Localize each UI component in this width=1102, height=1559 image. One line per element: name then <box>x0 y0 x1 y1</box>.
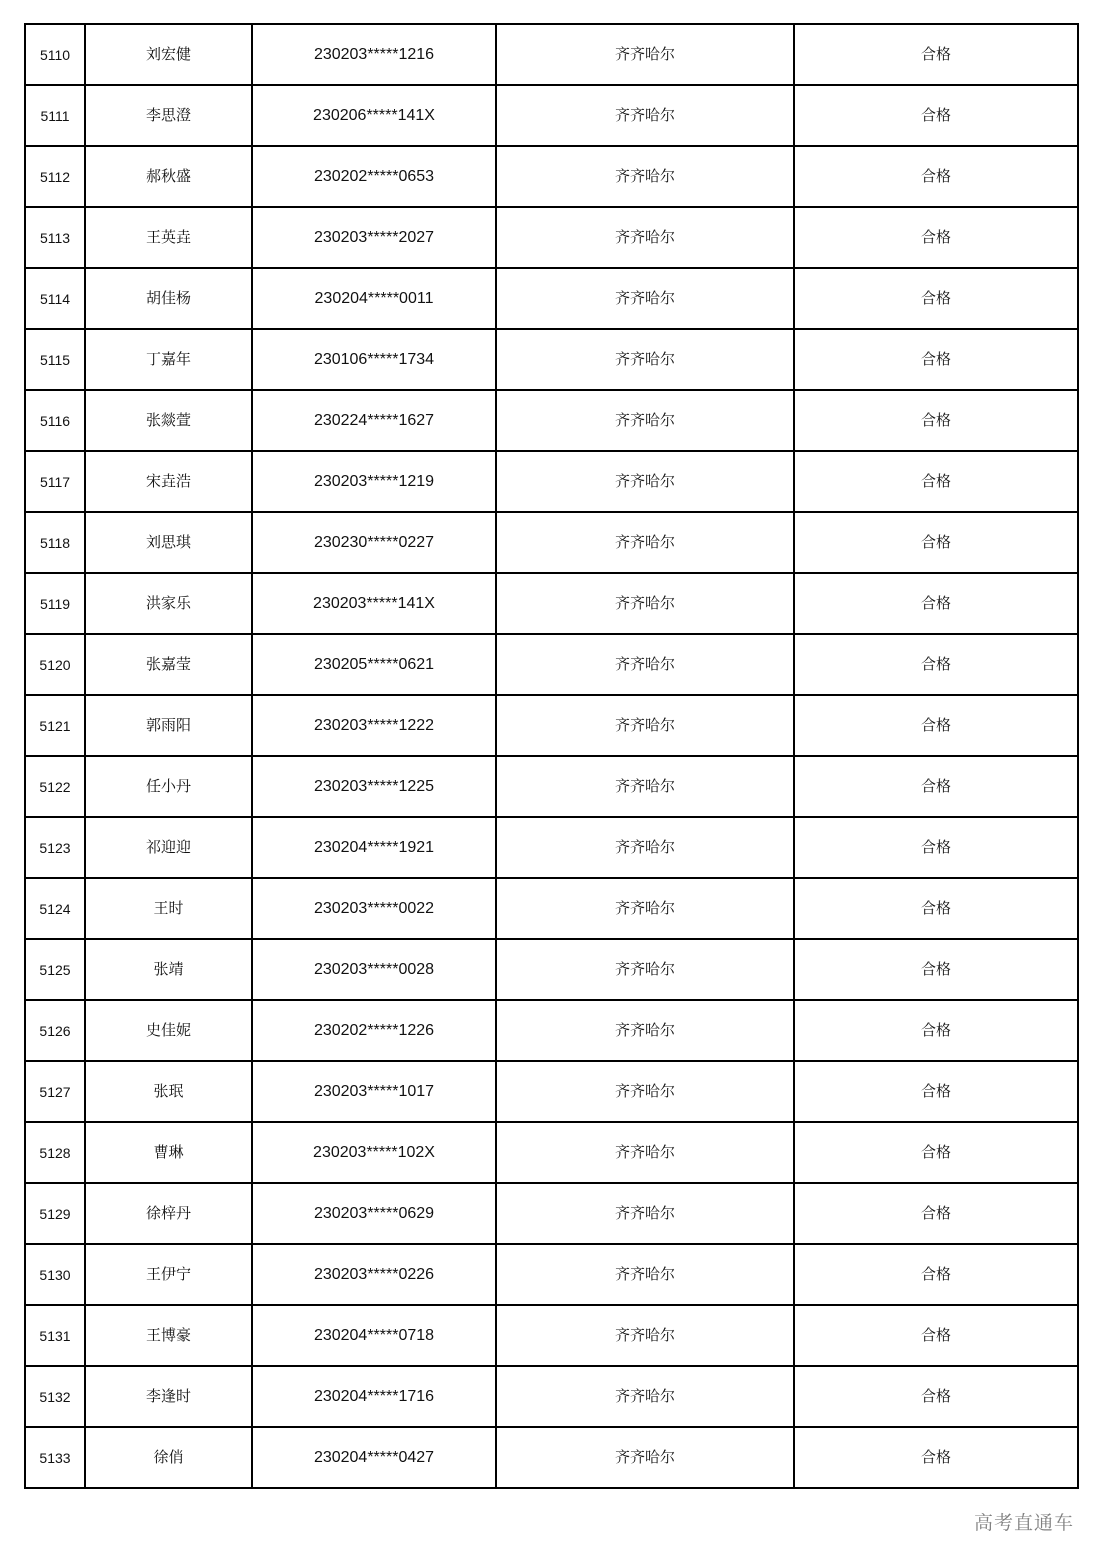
result-cell: 合格 <box>794 878 1078 939</box>
table-row <box>25 85 1078 146</box>
name-cell: 刘思琪 <box>85 512 252 573</box>
row-number-cell: 5129 <box>25 1183 85 1244</box>
name-cell: 徐梓丹 <box>85 1183 252 1244</box>
result-cell: 合格 <box>794 573 1078 634</box>
roster-table <box>24 23 1079 1489</box>
city-cell: 齐齐哈尔 <box>496 85 794 146</box>
table-row <box>25 695 1078 756</box>
name-cell: 丁嘉年 <box>85 329 252 390</box>
name-cell: 王博豪 <box>85 1305 252 1366</box>
city-cell: 齐齐哈尔 <box>496 939 794 1000</box>
id-number-cell: 230203*****0022 <box>252 878 496 939</box>
name-cell: 张靖 <box>85 939 252 1000</box>
result-cell: 合格 <box>794 1183 1078 1244</box>
row-number-cell: 5122 <box>25 756 85 817</box>
table-row <box>25 24 1078 85</box>
name-cell: 曹琳 <box>85 1122 252 1183</box>
table-row <box>25 1000 1078 1061</box>
result-cell: 合格 <box>794 512 1078 573</box>
name-cell: 胡佳杨 <box>85 268 252 329</box>
result-cell: 合格 <box>794 1061 1078 1122</box>
table-row <box>25 1244 1078 1305</box>
name-cell: 郭雨阳 <box>85 695 252 756</box>
id-number-cell: 230203*****0028 <box>252 939 496 1000</box>
id-number-cell: 230203*****2027 <box>252 207 496 268</box>
roster-sheet <box>24 23 1077 1489</box>
roster-table-body <box>25 24 1078 1488</box>
name-cell: 张珉 <box>85 1061 252 1122</box>
row-number-cell: 5110 <box>25 24 85 85</box>
row-number-cell: 5121 <box>25 695 85 756</box>
result-cell: 合格 <box>794 756 1078 817</box>
city-cell: 齐齐哈尔 <box>496 146 794 207</box>
city-cell: 齐齐哈尔 <box>496 268 794 329</box>
result-cell: 合格 <box>794 390 1078 451</box>
city-cell: 齐齐哈尔 <box>496 329 794 390</box>
row-number-cell: 5115 <box>25 329 85 390</box>
result-cell: 合格 <box>794 207 1078 268</box>
row-number-cell: 5116 <box>25 390 85 451</box>
row-number-cell: 5127 <box>25 1061 85 1122</box>
id-number-cell: 230206*****141X <box>252 85 496 146</box>
row-number-cell: 5123 <box>25 817 85 878</box>
row-number-cell: 5126 <box>25 1000 85 1061</box>
result-cell: 合格 <box>794 146 1078 207</box>
city-cell: 齐齐哈尔 <box>496 512 794 573</box>
result-cell: 合格 <box>794 24 1078 85</box>
table-row <box>25 878 1078 939</box>
row-number-cell: 5133 <box>25 1427 85 1488</box>
id-number-cell: 230204*****1921 <box>252 817 496 878</box>
city-cell: 齐齐哈尔 <box>496 1061 794 1122</box>
id-number-cell: 230203*****102X <box>252 1122 496 1183</box>
id-number-cell: 230202*****1226 <box>252 1000 496 1061</box>
city-cell: 齐齐哈尔 <box>496 390 794 451</box>
table-row <box>25 390 1078 451</box>
table-row <box>25 1366 1078 1427</box>
table-row <box>25 146 1078 207</box>
name-cell: 张燚萱 <box>85 390 252 451</box>
row-number-cell: 5125 <box>25 939 85 1000</box>
id-number-cell: 230203*****141X <box>252 573 496 634</box>
name-cell: 王英垚 <box>85 207 252 268</box>
id-number-cell: 230203*****1017 <box>252 1061 496 1122</box>
city-cell: 齐齐哈尔 <box>496 756 794 817</box>
table-row <box>25 1061 1078 1122</box>
id-number-cell: 230204*****0011 <box>252 268 496 329</box>
result-cell: 合格 <box>794 695 1078 756</box>
table-row <box>25 1427 1078 1488</box>
table-row <box>25 817 1078 878</box>
city-cell: 齐齐哈尔 <box>496 1183 794 1244</box>
city-cell: 齐齐哈尔 <box>496 207 794 268</box>
city-cell: 齐齐哈尔 <box>496 1305 794 1366</box>
result-cell: 合格 <box>794 634 1078 695</box>
table-row <box>25 268 1078 329</box>
result-cell: 合格 <box>794 939 1078 1000</box>
table-row <box>25 512 1078 573</box>
name-cell: 张嘉莹 <box>85 634 252 695</box>
result-cell: 合格 <box>794 1244 1078 1305</box>
name-cell: 徐俏 <box>85 1427 252 1488</box>
row-number-cell: 5111 <box>25 85 85 146</box>
id-number-cell: 230203*****1225 <box>252 756 496 817</box>
row-number-cell: 5120 <box>25 634 85 695</box>
table-row <box>25 451 1078 512</box>
city-cell: 齐齐哈尔 <box>496 1366 794 1427</box>
name-cell: 王时 <box>85 878 252 939</box>
id-number-cell: 230203*****1219 <box>252 451 496 512</box>
row-number-cell: 5112 <box>25 146 85 207</box>
name-cell: 李思澄 <box>85 85 252 146</box>
row-number-cell: 5132 <box>25 1366 85 1427</box>
name-cell: 祁迎迎 <box>85 817 252 878</box>
result-cell: 合格 <box>794 1000 1078 1061</box>
city-cell: 齐齐哈尔 <box>496 1427 794 1488</box>
row-number-cell: 5117 <box>25 451 85 512</box>
table-row <box>25 1183 1078 1244</box>
name-cell: 郝秋盛 <box>85 146 252 207</box>
row-number-cell: 5131 <box>25 1305 85 1366</box>
id-number-cell: 230203*****0226 <box>252 1244 496 1305</box>
result-cell: 合格 <box>794 85 1078 146</box>
result-cell: 合格 <box>794 1305 1078 1366</box>
table-row <box>25 573 1078 634</box>
result-cell: 合格 <box>794 1122 1078 1183</box>
row-number-cell: 5128 <box>25 1122 85 1183</box>
result-cell: 合格 <box>794 451 1078 512</box>
table-row <box>25 207 1078 268</box>
city-cell: 齐齐哈尔 <box>496 695 794 756</box>
row-number-cell: 5119 <box>25 573 85 634</box>
result-cell: 合格 <box>794 268 1078 329</box>
name-cell: 王伊宁 <box>85 1244 252 1305</box>
row-number-cell: 5114 <box>25 268 85 329</box>
table-row <box>25 1122 1078 1183</box>
table-row <box>25 756 1078 817</box>
id-number-cell: 230202*****0653 <box>252 146 496 207</box>
result-cell: 合格 <box>794 817 1078 878</box>
table-row <box>25 329 1078 390</box>
watermark: 高考直通车 <box>973 1512 1074 1534</box>
id-number-cell: 230204*****0427 <box>252 1427 496 1488</box>
name-cell: 李逢时 <box>85 1366 252 1427</box>
id-number-cell: 230204*****0718 <box>252 1305 496 1366</box>
row-number-cell: 5130 <box>25 1244 85 1305</box>
name-cell: 任小丹 <box>85 756 252 817</box>
city-cell: 齐齐哈尔 <box>496 573 794 634</box>
result-cell: 合格 <box>794 1427 1078 1488</box>
name-cell: 洪家乐 <box>85 573 252 634</box>
id-number-cell: 230203*****1222 <box>252 695 496 756</box>
city-cell: 齐齐哈尔 <box>496 1000 794 1061</box>
id-number-cell: 230230*****0227 <box>252 512 496 573</box>
table-row <box>25 634 1078 695</box>
city-cell: 齐齐哈尔 <box>496 634 794 695</box>
city-cell: 齐齐哈尔 <box>496 1244 794 1305</box>
result-cell: 合格 <box>794 329 1078 390</box>
name-cell: 宋垚浩 <box>85 451 252 512</box>
id-number-cell: 230106*****1734 <box>252 329 496 390</box>
id-number-cell: 230205*****0621 <box>252 634 496 695</box>
row-number-cell: 5124 <box>25 878 85 939</box>
result-cell: 合格 <box>794 1366 1078 1427</box>
city-cell: 齐齐哈尔 <box>496 817 794 878</box>
city-cell: 齐齐哈尔 <box>496 24 794 85</box>
city-cell: 齐齐哈尔 <box>496 451 794 512</box>
city-cell: 齐齐哈尔 <box>496 878 794 939</box>
name-cell: 刘宏健 <box>85 24 252 85</box>
row-number-cell: 5113 <box>25 207 85 268</box>
city-cell: 齐齐哈尔 <box>496 1122 794 1183</box>
name-cell: 史佳妮 <box>85 1000 252 1061</box>
id-number-cell: 230203*****0629 <box>252 1183 496 1244</box>
id-number-cell: 230224*****1627 <box>252 390 496 451</box>
id-number-cell: 230203*****1216 <box>252 24 496 85</box>
row-number-cell: 5118 <box>25 512 85 573</box>
id-number-cell: 230204*****1716 <box>252 1366 496 1427</box>
table-row <box>25 939 1078 1000</box>
table-row <box>25 1305 1078 1366</box>
